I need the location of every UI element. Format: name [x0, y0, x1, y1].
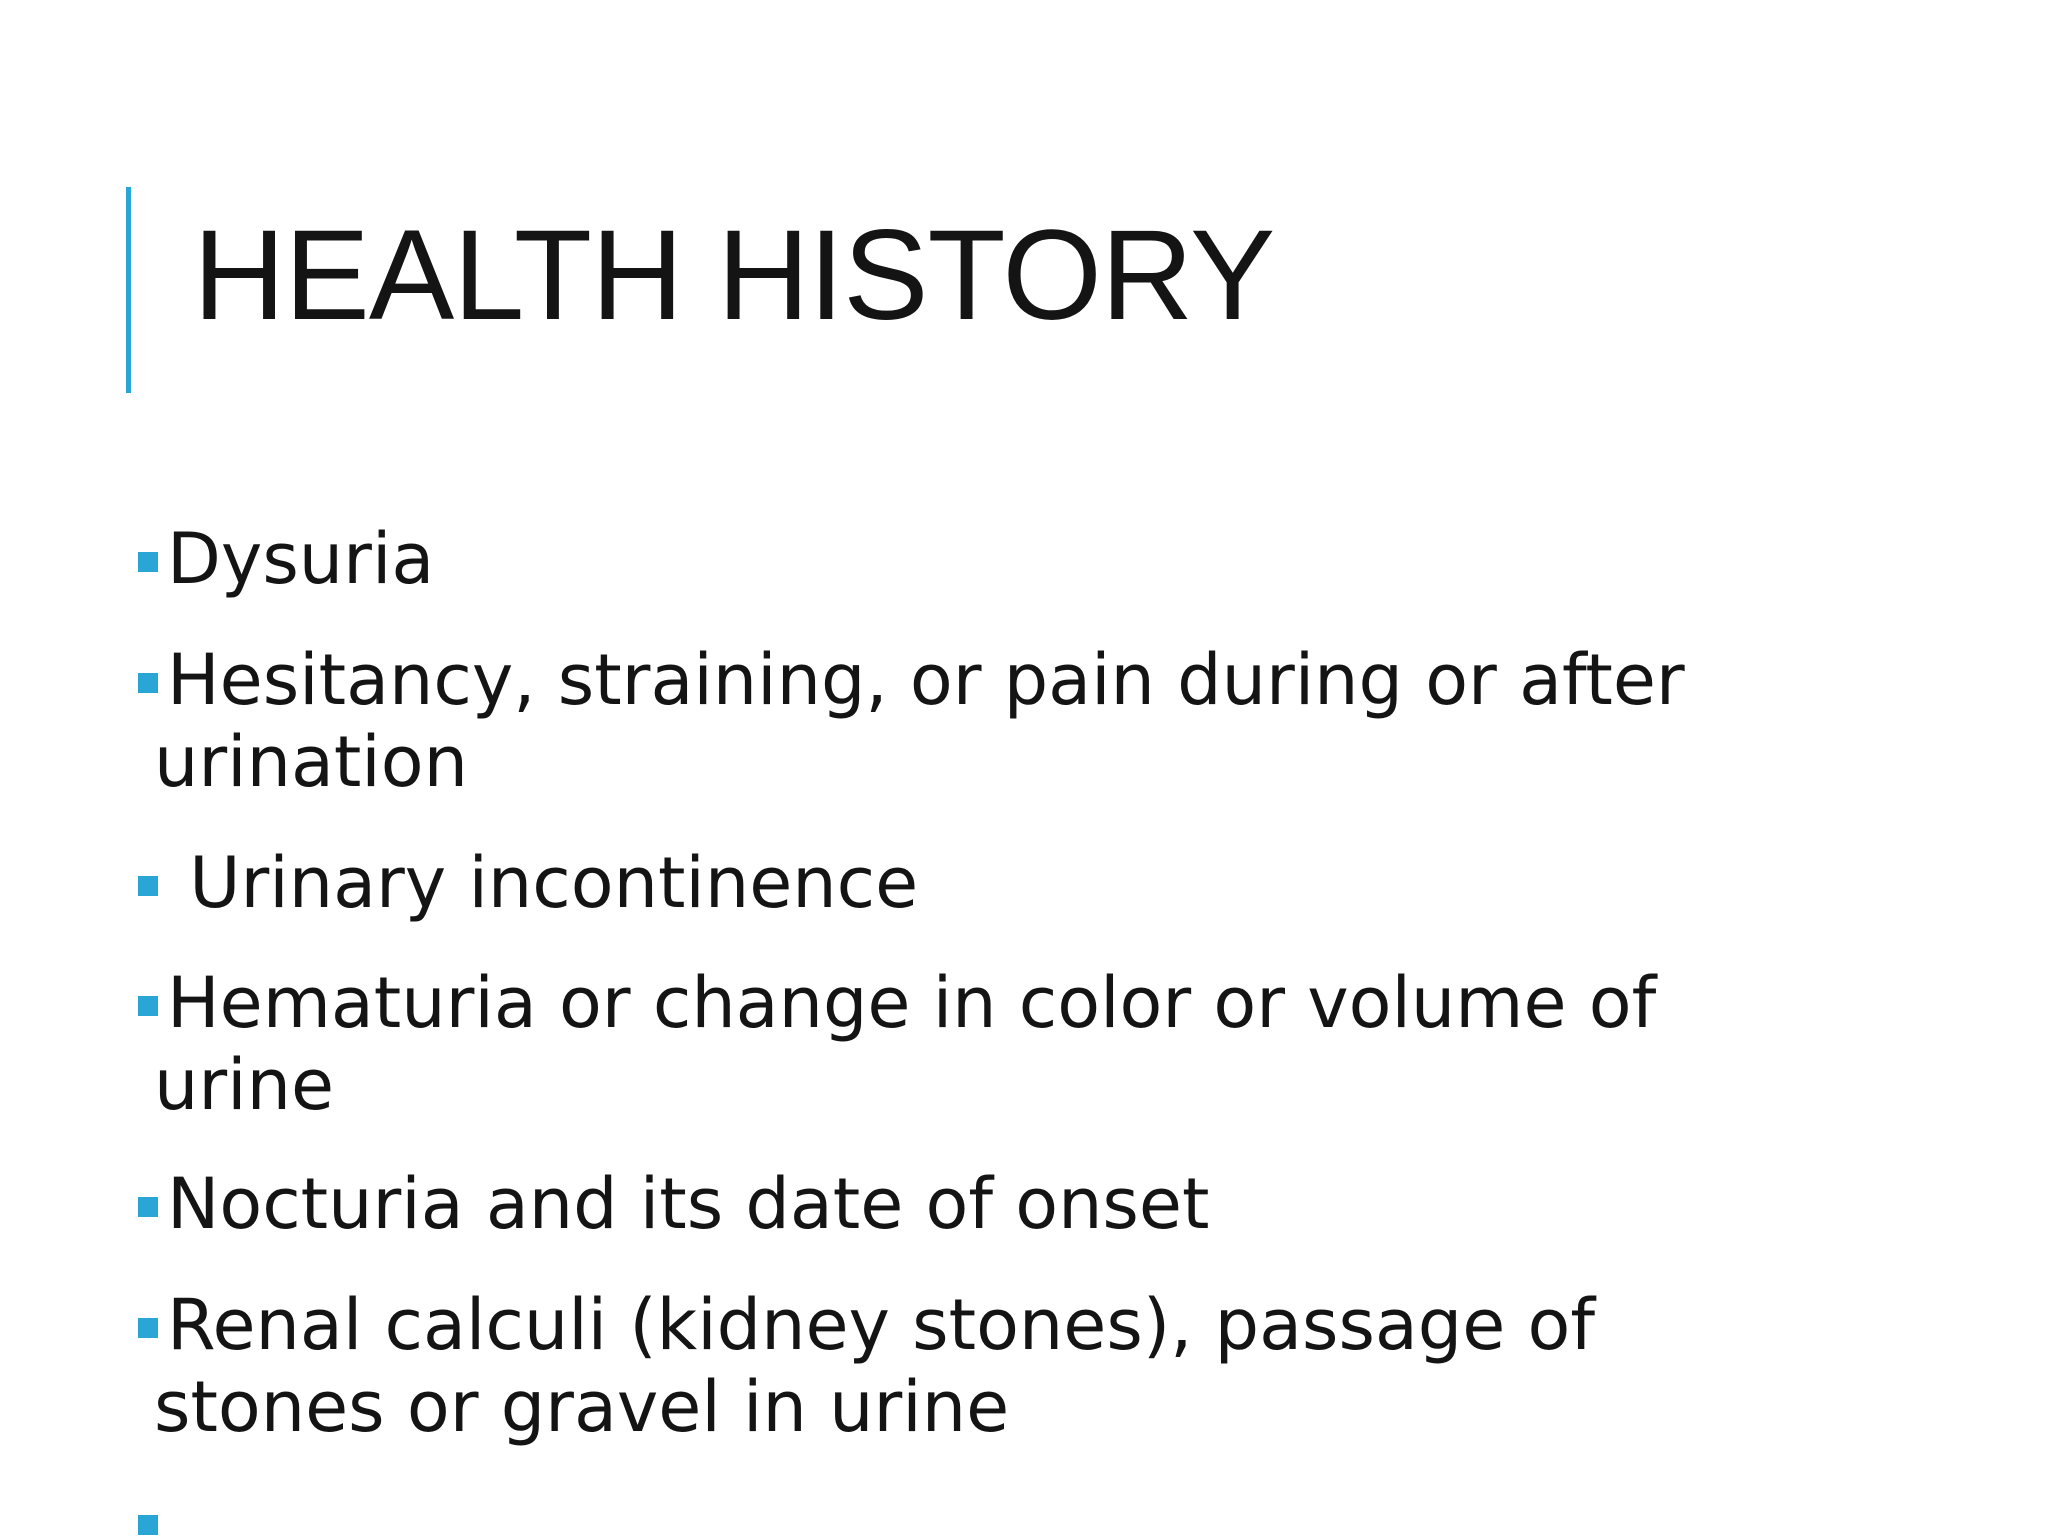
bullet-text: Dysuria [167, 518, 435, 600]
square-bullet-icon [138, 1318, 158, 1338]
bullet-text: Nocturia and its date of onset [167, 1163, 1210, 1245]
square-bullet-icon [138, 1515, 158, 1535]
square-bullet-icon [138, 996, 158, 1016]
bullet-text: Renal calculi (kidney stones), passage of stones or gravel in urine [154, 1284, 1618, 1448]
bullet-text: Hematuria or change in color or volume of urine [154, 962, 1679, 1126]
square-bullet-icon [138, 1197, 158, 1217]
bullet-item-renal-calculi [138, 1284, 1758, 1448]
bullet-item-hesitancy [138, 639, 1758, 803]
bullet-item-nocturia [138, 1163, 1758, 1245]
slide-title: HEALTH HISTORY [193, 204, 1275, 347]
square-bullet-icon [138, 673, 158, 693]
bullet-item-dysuria [138, 518, 1758, 600]
square-bullet-icon [138, 876, 158, 896]
bullet-item-incontinence [138, 842, 1758, 924]
bullet-text: Hesitancy, straining, or pain during or after urination [154, 639, 1707, 803]
bullet-item-hematuria [138, 962, 1758, 1126]
square-bullet-icon [138, 552, 158, 572]
bullet-text: Urinary incontinence [167, 842, 919, 924]
